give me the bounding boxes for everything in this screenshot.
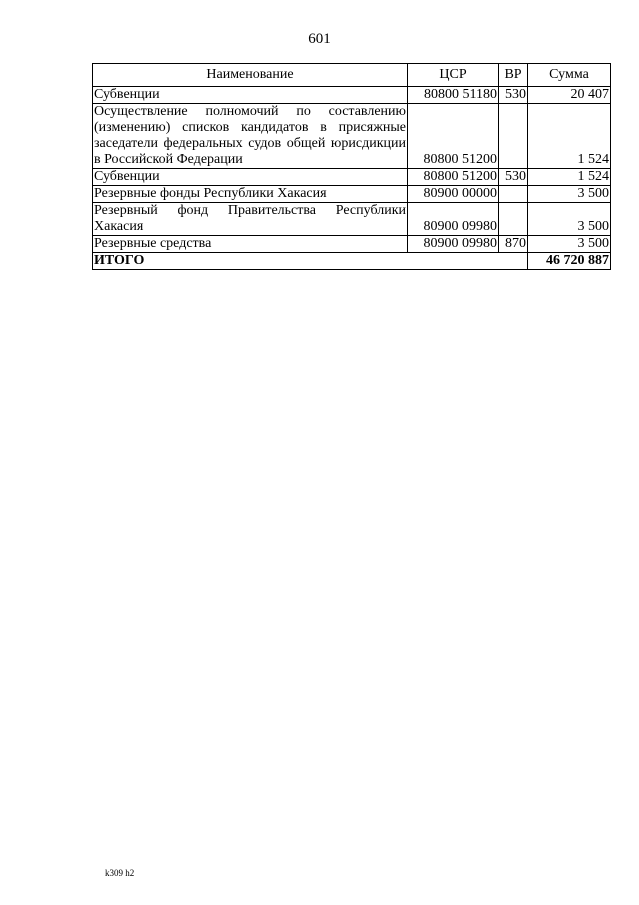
header-csr: ЦСР [408, 64, 499, 87]
row-name: Резервные средства [93, 236, 408, 253]
table-row [93, 236, 611, 253]
row-sum: 3 500 [528, 203, 611, 236]
row-name: Резервные фонды Республики Хакасия [93, 186, 408, 203]
row-vr: 530 [499, 169, 528, 186]
total-row [93, 253, 611, 270]
total-label: ИТОГО [93, 253, 528, 270]
table-row [93, 169, 611, 186]
row-csr: 80800 51200 [408, 169, 499, 186]
budget-table [92, 63, 611, 270]
row-sum: 3 500 [528, 186, 611, 203]
row-csr: 80900 00000 [408, 186, 499, 203]
row-sum: 1 524 [528, 169, 611, 186]
footer-code: k309 h2 [105, 868, 135, 878]
total-sum: 46 720 887 [528, 253, 611, 270]
row-vr: 530 [499, 87, 528, 104]
table-header-row [93, 64, 611, 87]
table-row [93, 87, 611, 104]
row-vr [499, 104, 528, 169]
table-row [93, 203, 611, 236]
row-csr: 80800 51200 [408, 104, 499, 169]
row-csr: 80800 51180 [408, 87, 499, 104]
header-sum: Сумма [528, 64, 611, 87]
row-vr: 870 [499, 236, 528, 253]
row-vr [499, 186, 528, 203]
row-csr: 80900 09980 [408, 236, 499, 253]
row-sum: 20 407 [528, 87, 611, 104]
row-csr: 80900 09980 [408, 203, 499, 236]
row-sum: 3 500 [528, 236, 611, 253]
row-name: Субвенции [93, 169, 408, 186]
page-number: 601 [308, 31, 331, 47]
table-row [93, 104, 611, 169]
header-vr: ВР [499, 64, 528, 87]
row-name: Осуществление полномочий по составлению (изменению) списков кандидатов в присяжные заседатели федеральных судов общей юрисдикции в Российской Федерации [94, 104, 406, 167]
header-name: Наименование [93, 64, 408, 87]
row-vr [499, 203, 528, 236]
row-sum: 1 524 [528, 104, 611, 169]
table-row [93, 186, 611, 203]
row-name: Резервный фонд Правительства Республики Хакасия [94, 203, 406, 234]
row-name: Субвенции [93, 87, 408, 104]
